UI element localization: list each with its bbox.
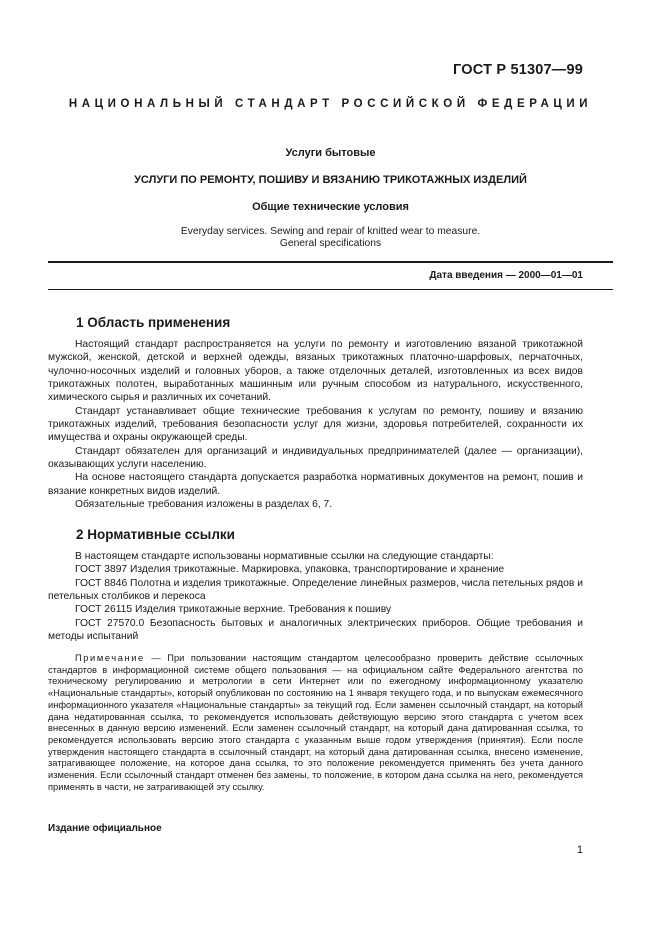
section-2-body: [48, 550, 583, 643]
standard-category: Услуги бытовые: [285, 147, 376, 159]
note-paragraph: [48, 653, 583, 793]
paragraph: Стандарт обязателен для организаций и индивидуальных предпринимателей (далее — организации), оказывающих услуги населению.: [48, 445, 583, 471]
paragraph: Настоящий стандарт распространяется на услуги по ремонту и изготовлению вязаной трикотажной мужской, женской, детской и верхней одежды, вязаных трикотажных платочно-шарфовых, перчаточных, чулочно-носочных изделий и головных уборов, а также отделочных деталей, изготовленных из всех видов трикотажных полотен, выработанных машинным или ручным способом из натурального, искусственного, химического сырья и различных их сочетаний.: [48, 339, 583, 404]
national-standard-banner: НАЦИОНАЛЬНЫЙ СТАНДАРТ РОССИЙСКОЙ ФЕДЕРАЦИИ: [68, 98, 593, 110]
official-edition-label: Издание официальное: [48, 823, 162, 834]
reference-item: ГОСТ 27570.0 Безопасность бытовых и аналогичных электрических приборов. Общие требования и методы испытаний: [48, 617, 583, 643]
title-divider: [48, 261, 613, 263]
section-1-body: [48, 338, 583, 511]
reference-item: ГОСТ 26115 Изделия трикотажные верхние. Требования к пошиву: [75, 604, 392, 616]
english-title: Everyday services. Sewing and repair of knitted wear to measure.: [180, 226, 481, 237]
note-prefix: Примечание: [75, 653, 145, 663]
note-block: [48, 653, 583, 793]
paragraph: В настоящем стандарте использованы нормативные ссылки на следующие стандарты:: [75, 551, 494, 562]
introduction-date: Дата введения — 2000—01—01: [429, 270, 583, 281]
section-2-heading: 2 Нормативные ссылки: [76, 527, 235, 542]
section-1-heading: 1 Область применения: [76, 315, 231, 330]
reference-item: ГОСТ 8846 Полотна и изделия трикотажные. Определение линейных размеров, числа петельных рядов и петельных столбиков и перекоса: [48, 577, 583, 603]
paragraph: Стандарт устанавливает общие технические требования к услугам по ремонту, пошиву и вязанию трикотажных изделий, требования безопасности услуг для жизни, здоровья потребителей, сохранности их имущества и охраны окружающей среды.: [48, 405, 583, 444]
standard-title: УСЛУГИ ПО РЕМОНТУ, ПОШИВУ И ВЯЗАНИЮ ТРИКОТАЖНЫХ ИЗДЕЛИЙ: [134, 174, 527, 186]
standard-subtitle: Общие технические условия: [252, 201, 409, 213]
page-number: 1: [576, 844, 583, 856]
date-divider: [48, 289, 613, 290]
document-code: ГОСТ Р 51307—99: [453, 62, 583, 78]
paragraph: На основе настоящего стандарта допускается разработка нормативных документов на ремонт, пошив и вязание конкретных видов изделий.: [48, 472, 583, 497]
english-subtitle: General specifications: [279, 237, 382, 249]
paragraph: Обязательные требования изложены в разделах 6, 7.: [75, 499, 333, 511]
note-text: — При пользовании настоящим стандартом целесообразно проверить действие ссылочных стандартов в информационной системе общего пользования — на официальном сайте Федерального агентства по техническому регулированию и метрологии в сети Интернет или по ежегодному информационному указателю «Национальные стандарты», который опубликован по состоянию на 1 января текущего года, и по выпускам ежемесячного информационного указателя «Национальные стандарты» за текущий год. Если заменен ссылочный стандарт, на который дана недатированная ссылка, то рекомендуется использовать действующую версию этого стандарта с учетом всех внесенных в данную версию изменений. Если заменен ссылочный стандарт, на который дана датированная ссылка, то рекомендуется использовать версию этого стандарта с указанным выше годом утверждения (принятия). Если после утверждения настоящего стандарта в ссылочный стандарт, на который дана датированная ссылка, внесено изменение, затрагивающее положение, на которое дана ссылка, то это положение рекомендуется применять без учета данного изменения. Если ссылочный стандарт отменен без замены, то положение, в котором дана ссылка на него, рекомендуется применять в части, не затрагивающей эту ссылку.: [48, 653, 583, 792]
reference-item: ГОСТ 3897 Изделия трикотажные. Маркировка, упаковка, транспортирование и хранение: [75, 564, 505, 576]
english-title-block: [48, 226, 613, 249]
